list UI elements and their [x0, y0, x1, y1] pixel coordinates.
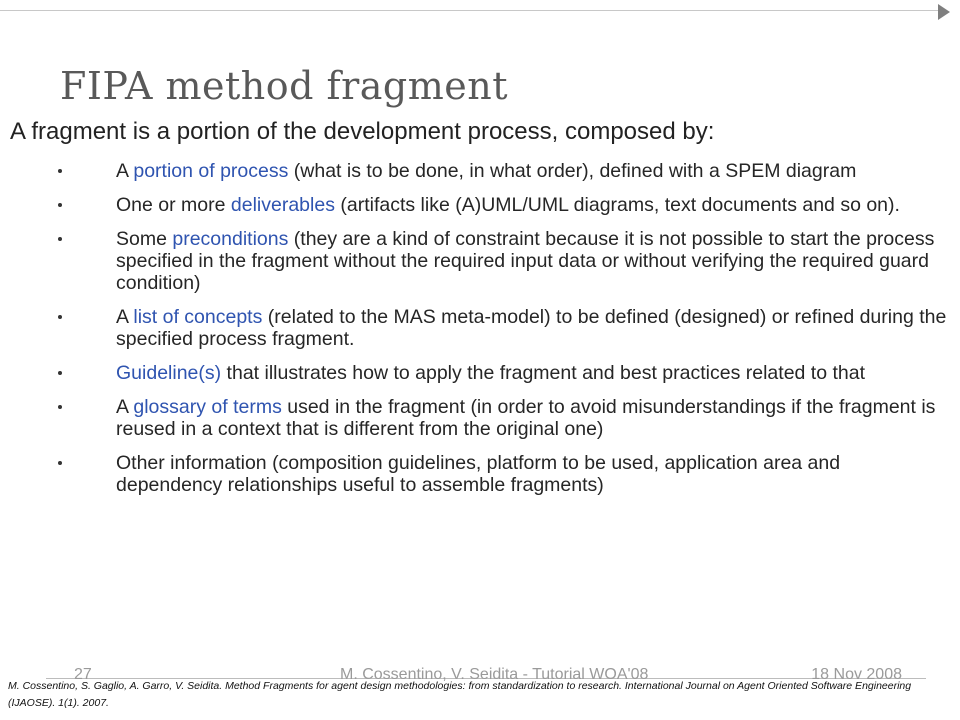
- triangle-marker-icon: [938, 4, 950, 20]
- footer-date: 18 Nov 2008: [811, 666, 902, 683]
- lead-text: A fragment is a portion of the development process, composed by:: [10, 118, 715, 145]
- header-rule: [0, 10, 938, 11]
- bullet-dot-icon: [58, 237, 62, 241]
- citation: M. Cossentino, S. Gaglio, A. Garro, V. Seidita. Method Fragments for agent design methodologies: from standardization to research. International Journal on Agent Oriented Software Engineering (IJAOSE). 1(1). 2007.: [8, 680, 912, 709]
- bullet-item: One or more deliverables (artifacts like (A)UML/UML diagrams, text documents and so on).: [0, 194, 950, 216]
- bullet-dot-icon: [58, 315, 62, 319]
- bullet-dot-icon: [58, 203, 62, 207]
- highlight-term: list of concepts: [133, 306, 263, 328]
- bullet-dot-icon: [58, 169, 62, 173]
- highlight-term: preconditions: [172, 228, 289, 250]
- highlight-term: Guideline(s): [116, 362, 222, 384]
- bullet-list: [0, 160, 950, 508]
- bullet-item: A list of concepts (related to the MAS meta-model) to be defined (designed) or refined during the specified process fragment.: [0, 306, 950, 350]
- bullet-dot-icon: [58, 461, 62, 465]
- highlight-term: deliverables: [230, 194, 335, 216]
- page-number: 27: [74, 666, 92, 683]
- bullet-item: A portion of process (what is to be done, in what order), defined with a SPEM diagram: [0, 160, 950, 182]
- highlight-term: glossary of terms: [133, 396, 282, 418]
- bullet-item: Some preconditions (they are a kind of constraint because it is not possible to start the process specified in the fragment without the required input data or without verifying the required guard condition): [0, 228, 950, 294]
- highlight-term: portion of process: [133, 160, 289, 182]
- footer-authors: M. Cossentino, V. Seidita - Tutorial WOA'08: [340, 666, 649, 683]
- bullet-item: Guideline(s) that illustrates how to apply the fragment and best practices related to that: [0, 362, 950, 384]
- bullet-item: A glossary of terms used in the fragment (in order to avoid misunderstandings if the fragment is reused in a context that is different from the original one): [0, 396, 950, 440]
- bullet-dot-icon: [58, 405, 62, 409]
- bullet-dot-icon: [58, 371, 62, 375]
- bullet-item: Other information (composition guidelines, platform to be used, application area and dependency relationships useful to assemble fragments): [0, 452, 950, 496]
- slide-title: FIPA method fragment: [60, 64, 509, 108]
